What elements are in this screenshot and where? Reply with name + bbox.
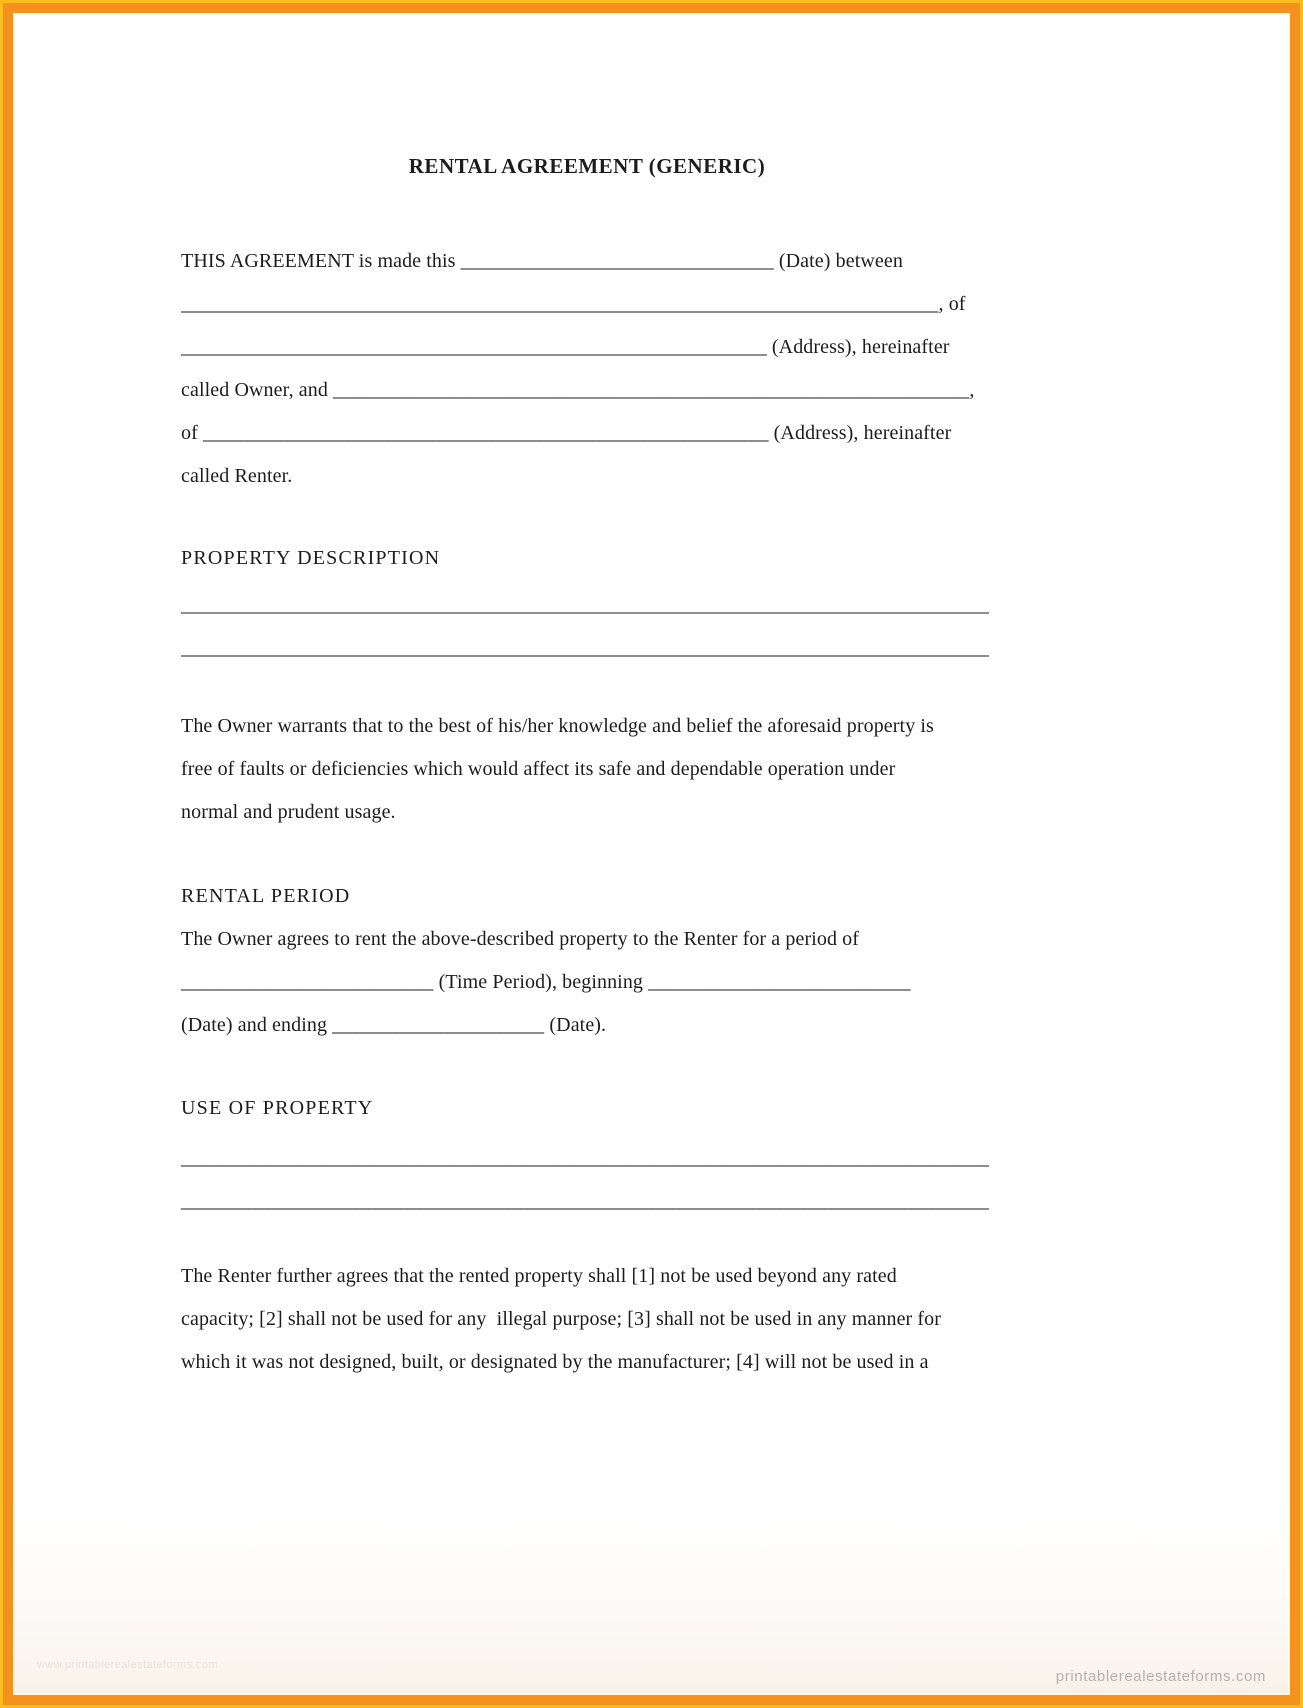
intro-line: ___________________________________________________________________________, of [181, 293, 966, 315]
document-page [15, 15, 1288, 1693]
paragraph-line: _________________________ (Time Period), beginning __________________________ [181, 971, 911, 993]
intro-line: of ________________________________________________________ (Address), hereinafter [181, 422, 952, 444]
page-title: RENTAL AGREEMENT (GENERIC) [408, 154, 766, 178]
intro-line: __________________________________________________________ (Address), hereinafter [181, 336, 950, 358]
rental-period-paragraph [181, 918, 1005, 1047]
paragraph-line: capacity; [2] shall not be used for any illegal purpose; [3] shall not be used in any manner for [181, 1308, 942, 1330]
intro-line: called Renter. [181, 465, 293, 487]
paragraph-line: which it was not designed, built, or designated by the manufacturer; [4] will not be used in a [181, 1351, 929, 1373]
blank-line: ________________________________________________________________________________ [181, 1147, 989, 1169]
paragraph-line: free of faults or deficiencies which would affect its safe and dependable operation under [181, 758, 896, 780]
watermark-url-faint: www.printablerealestateforms.com [37, 1659, 218, 1671]
blank-line: ________________________________________________________________________________ [181, 1190, 989, 1212]
paragraph-line: The Owner agrees to rent the above-described property to the Renter for a period of [181, 928, 860, 950]
blank-line: ________________________________________________________________________________ [181, 637, 989, 659]
property-description-blanks [181, 584, 1005, 670]
page-frame-inner [13, 13, 1290, 1695]
use-of-property-blanks [181, 1137, 1005, 1223]
blank-line: ________________________________________________________________________________ [181, 594, 989, 616]
section-heading-property-description: PROPERTY DESCRIPTION [181, 547, 441, 569]
document-content [15, 15, 1005, 1384]
paragraph-line: (Date) and ending _____________________ (Date). [181, 1014, 607, 1036]
intro-line: called Owner, and _______________________________________________________________, [181, 379, 975, 401]
page-frame [3, 3, 1300, 1705]
intro-line: THIS AGREEMENT is made this _______________________________ (Date) between [181, 250, 903, 272]
section-heading-rental-period: RENTAL PERIOD [181, 885, 351, 907]
renter-terms-paragraph [181, 1255, 1005, 1384]
paragraph-line: The Renter further agrees that the rented property shall [1] not be used beyond any rated [181, 1265, 897, 1287]
watermark-site-name: printablerealestateforms.com [1055, 1668, 1266, 1685]
paragraph-line: The Owner warrants that to the best of his/her knowledge and belief the aforesaid property is [181, 715, 934, 737]
section-heading-use-of-property: USE OF PROPERTY [181, 1097, 374, 1119]
paragraph-line: normal and prudent usage. [181, 801, 396, 823]
intro-paragraph [181, 240, 1005, 498]
warranty-paragraph [181, 705, 1005, 834]
